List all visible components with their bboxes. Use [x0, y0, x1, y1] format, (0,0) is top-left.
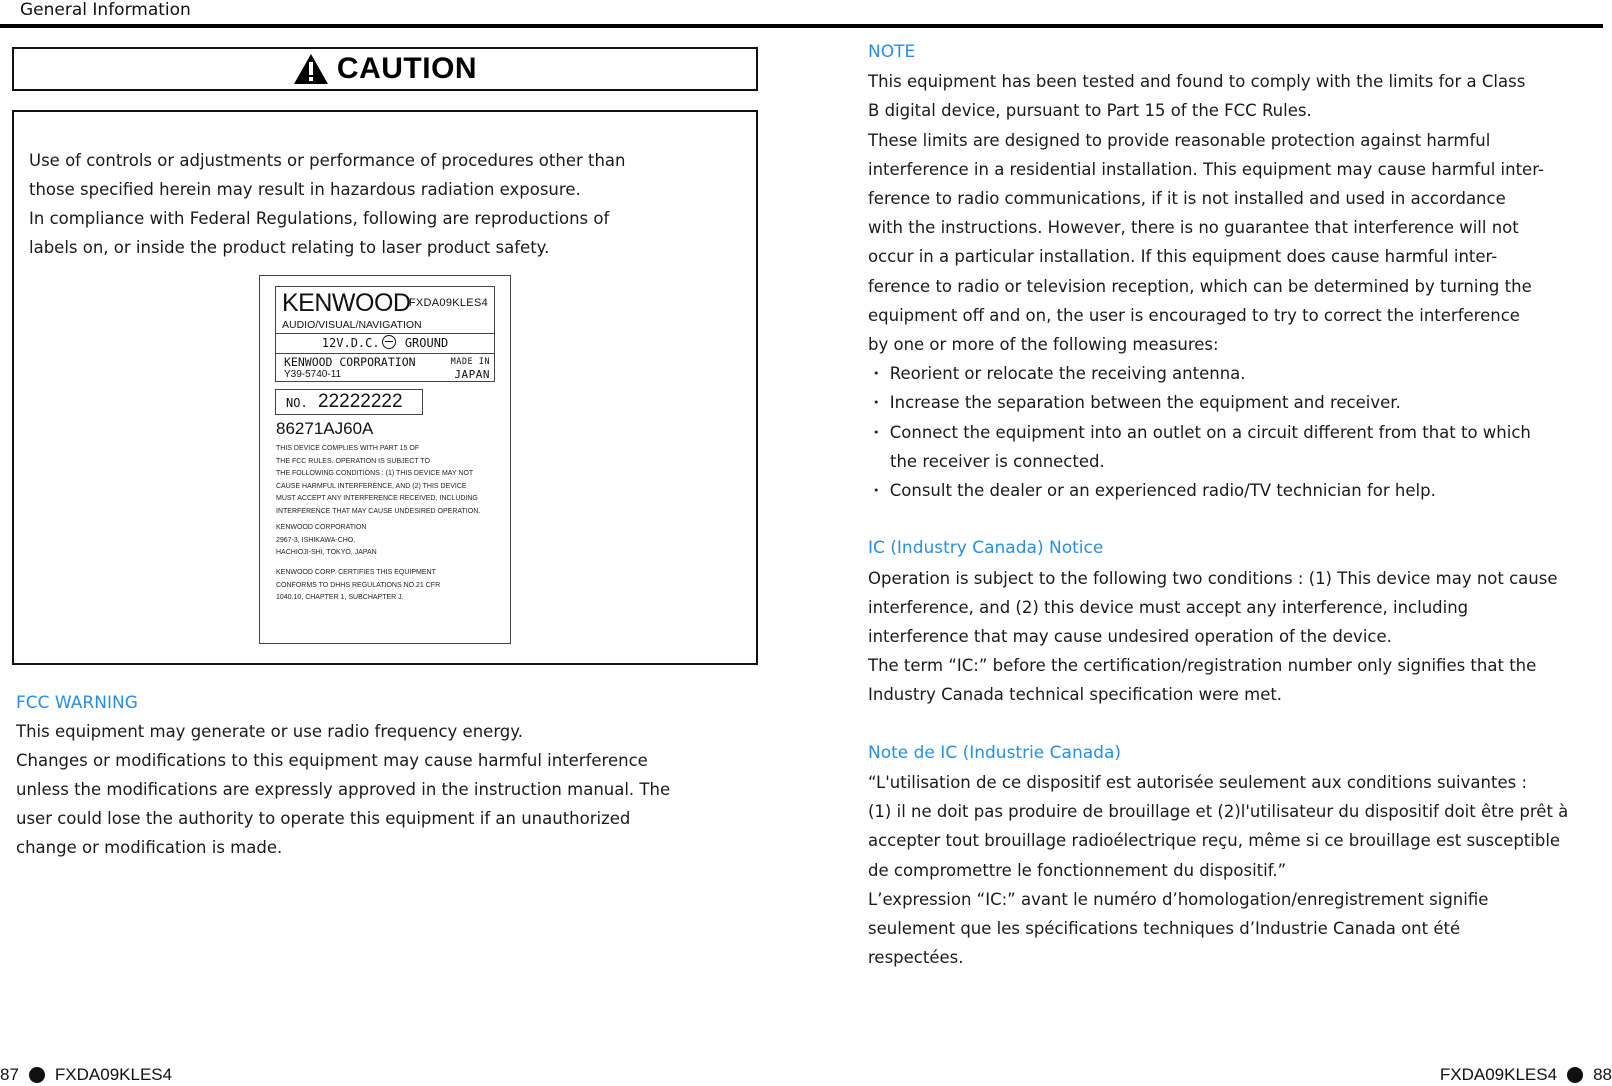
ic-line: interference, and (2) this device must accept any interference, including: [868, 597, 1469, 617]
product-label: [259, 275, 511, 644]
warning-triangle-icon: [293, 53, 329, 85]
caution-box: [12, 110, 758, 665]
ic-line: The term “IC:” before the certification/registration number only signifies that the: [868, 656, 1537, 676]
fine-line: CONFORMS TO DHHS REGULATIONS NO.21 CFR: [276, 581, 441, 589]
note-line: occur in a particular installation. If this equipment does cause harmful inter-: [868, 247, 1498, 267]
note-line: with the instructions. However, there is no guarantee that interference will not: [868, 218, 1519, 238]
fine-line: MUST ACCEPT ANY INTERFERENCE RECEIVED, INCLUDING: [276, 495, 478, 503]
note-bullet: ・ Consult the dealer or an experienced radio/TV technician for help.: [868, 481, 1436, 501]
label-model: FXDA09KLES4: [408, 297, 488, 309]
fine-line: THIS DEVICE COMPLIES WITH PART 15 OF: [276, 445, 420, 452]
note-line: interference in a residential installation. This equipment may cause harmful inter-: [868, 159, 1544, 179]
fcc-line: Changes or modifications to this equipment may cause harmful interference: [16, 751, 648, 770]
ic-line: Industry Canada technical specification were met.: [868, 685, 1283, 705]
ic-fr-line: de compromettre le fonctionnement du dispositif.”: [868, 860, 1287, 880]
note-line: by one or more of the following measures:: [868, 335, 1219, 355]
fcc-warning-heading: FCC WARNING: [16, 693, 138, 713]
note-heading: NOTE: [868, 42, 916, 62]
fine-line: HACHIOJI-SHI, TOKYO, JAPAN: [276, 549, 377, 557]
label-address: [276, 522, 504, 560]
caution-title: CAUTION: [336, 52, 478, 85]
right-column: [868, 38, 1598, 972]
note-bullet: ・ Connect the equipment into an outlet on a circuit different from that to which: [868, 422, 1531, 442]
header-rule: [0, 24, 1603, 28]
fcc-warning-text: [16, 717, 736, 862]
fcc-line: change or modification is made.: [16, 838, 283, 857]
ic-fr-line: “L'utilisation de ce dispositif est autorisée seulement aux conditions suivantes :: [868, 773, 1528, 793]
ic-line: interference that may cause undesired operation of the device.: [868, 627, 1392, 647]
serial-prefix: NO.: [286, 396, 308, 410]
ic-fr-line: accepter tout brouillage radioélectrique reçu, même si ce brouillage est susceptible: [868, 831, 1561, 851]
fine-line: THE FOLLOWING CONDITIONS : (1) THIS DEVICE MAY NOT: [276, 470, 474, 478]
caution-banner: [12, 47, 758, 91]
page-number-right: 88: [1593, 1065, 1612, 1084]
footer-right: [1440, 1064, 1612, 1086]
brand-logo: KENWOOD: [282, 289, 411, 317]
fine-line: 2967-3, ISHIKAWA-CHO,: [276, 536, 356, 544]
label-brand-row: [282, 289, 490, 319]
label-corporation: KENWOOD CORPORATION: [284, 355, 416, 369]
note-bullet: ・ Reorient or relocate the receiving antenna.: [868, 364, 1246, 384]
footer-left: [0, 1064, 172, 1086]
caution-line: In compliance with Federal Regulations, following are reproductions of: [29, 209, 610, 228]
note-line: equipment off and on, the user is encouraged to try to correct the interference: [868, 305, 1520, 325]
ic-notice-heading: IC (Industry Canada) Notice: [868, 538, 1104, 559]
fine-line: 1040.10, CHAPTER 1, SUBCHAPTER J.: [276, 594, 404, 602]
ic-fr-line: L’expression “IC:” avant le numéro d’homologation/enregistrement signifie: [868, 889, 1489, 909]
section-title: General Information: [20, 0, 191, 20]
fine-line: KENWOOD CORP. CERTIFIES THIS EQUIPMENT: [276, 569, 436, 576]
bullet-dot-icon: [1567, 1067, 1583, 1083]
negative-ground-icon: [382, 335, 396, 349]
label-country: JAPAN: [454, 368, 490, 381]
label-certification: [276, 567, 504, 605]
section-gap: [868, 710, 1598, 739]
footer-model-right: FXDA09KLES4: [1439, 1065, 1558, 1084]
note-line: These limits are designed to provide reasonable protection against harmful: [868, 130, 1491, 150]
footer-model-left: FXDA09KLES4: [54, 1065, 173, 1084]
ic-fr-line: respectées.: [868, 948, 964, 968]
caution-line: labels on, or inside the product relating to laser product safety.: [29, 238, 550, 257]
serial-number: 22222222: [318, 391, 403, 412]
note-line: B digital device, pursuant to Part 15 of the FCC Rules.: [868, 101, 1312, 121]
fcc-line: unless the modifications are expressly approved in the instruction manual. The: [16, 780, 671, 799]
label-fcc-id: 86271AJ60A: [276, 419, 374, 438]
note-line: This equipment has been tested and found to comply with the limits for a Class: [868, 72, 1526, 92]
caution-line: those specified herein may result in hazardous radiation exposure.: [29, 180, 581, 199]
fine-line: THE FCC RULES. OPERATION IS SUBJECT TO: [276, 457, 430, 465]
ic-fr-line: seulement que les spécifications techniques d’Industrie Canada ont été: [868, 919, 1461, 939]
label-voltage: [276, 333, 494, 354]
fcc-line: This equipment may generate or use radio frequency energy.: [16, 722, 523, 741]
note-line: ference to radio communications, if it is not installed and used in accordance: [868, 189, 1506, 209]
bullet-dot-icon: [29, 1067, 45, 1083]
section-gap: [868, 505, 1598, 534]
fcc-line: user could lose the authority to operate this equipment if an unauthorized: [16, 809, 631, 828]
page-number-left: 87: [0, 1065, 19, 1084]
fine-line: INTERFERENCE THAT MAY CAUSE UNDESIRED OPERATION.: [276, 507, 481, 515]
fine-line: CAUSE HARMFUL INTERFERENCE, AND (2) THIS DEVICE: [276, 482, 467, 490]
note-bullet-continuation: the receiver is connected.: [890, 451, 1105, 471]
caution-line: Use of controls or adjustments or performance of procedures other than: [29, 151, 626, 170]
voltage-ground: GROUND: [404, 336, 449, 350]
label-category: AUDIO/VISUAL/NAVIGATION: [282, 319, 422, 331]
serial-box: [275, 389, 423, 415]
note-line: ference to radio or television reception, which can be determined by turning the: [868, 276, 1532, 296]
label-nameplate: [275, 286, 495, 382]
label-part-number: Y39-5740-11: [284, 369, 342, 380]
ic-line: Operation is subject to the following two conditions : (1) This device may not cause: [868, 568, 1558, 588]
fine-line: KENWOOD CORPORATION: [276, 524, 367, 531]
voltage-value: 12V.D.C.: [321, 336, 380, 350]
label-made-in: MADE IN: [450, 357, 490, 367]
ic-fr-line: (1) il ne doit pas produire de brouillage et (2)l'utilisateur du dispositif doit être prêt à: [868, 802, 1569, 822]
ic-fr-heading: Note de IC (Industrie Canada): [868, 742, 1121, 763]
caution-text: [29, 146, 729, 262]
label-compliance: [276, 443, 504, 519]
note-bullet: ・ Increase the separation between the equipment and receiver.: [868, 393, 1401, 413]
